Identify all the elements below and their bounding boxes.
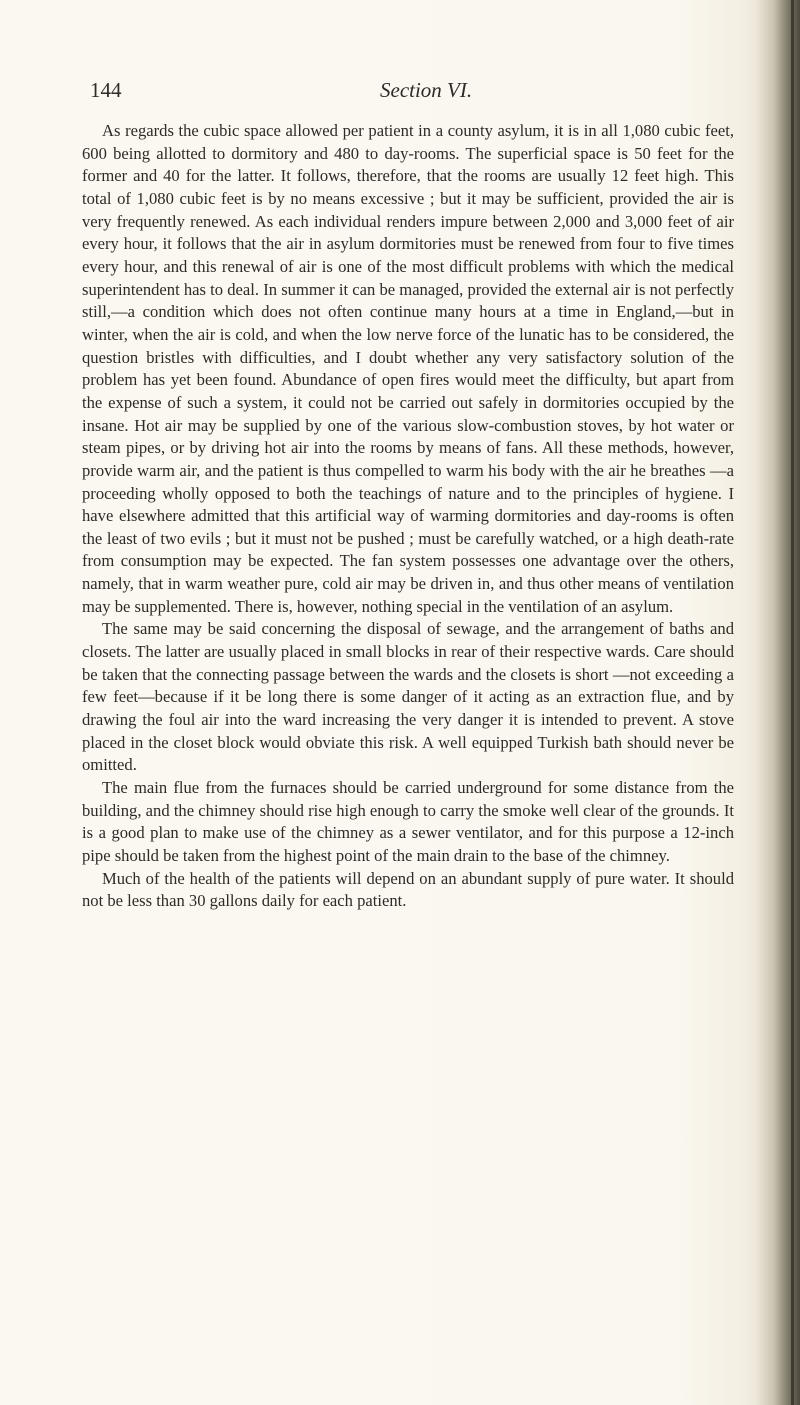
paragraph: The main flue from the furnaces should be carried underground for some distance from the building, and the chimney should rise high enough to carry the smoke well clear of the grounds. It is a good plan to make use of the chimney as a sewer ventilator, and for this purpose a 12-inch pipe should be taken from the highest point of the main drain to the base of the chimney.	[82, 778, 734, 865]
page-header	[90, 78, 740, 108]
page-number: 144	[90, 78, 122, 102]
running-head: Section VI.	[380, 78, 473, 102]
body-text	[82, 120, 734, 913]
paragraph: Much of the health of the patients will depend on an abundant supply of pure water. It should not be less than 30 gallons daily for each patient.	[82, 868, 734, 911]
paragraph: As regards the cubic space allowed per patient in a county asylum, it is in all 1,080 cubic feet, 600 being allotted to dormitory and 480 to day-rooms. The superficial space is 50 feet for the former and 40 for the latter. It follows, therefore, that the rooms are usually 12 feet high. This total of 1,080 cubic feet is by no means excessive ; but it may be sufficient, provided the air is very frequently renewed. As each individual renders impure between 2,000 and 3,000 feet of air every hour, it follows that the air in asylum dormitories must be renewed from four to five times every hour, and this renewal of air is one of the most difficult problems with which the medical superintendent has to deal. In summer it can be managed, provided the external air is not perfectly still,—a condition which does not often continue many hours at a time in England,—but in winter, when the air is cold, and when the low nerve force of the lunatic has to be considered, the question bristles with difficulties, and I doubt whether any very satisfactory solution of the problem has yet been found. Abundance of open fires would meet the difficulty, but apart from the expense of such a system, it could not be carried out safely in dormitories occupied by the insane. Hot air may be supplied by one of the various slow-combustion stoves, by hot water or steam pipes, or by driving hot air into the rooms by means of fans. All these methods, however, provide warm air, and the patient is thus compelled to warm his body with the air he breathes —a proceeding wholly opposed to both the teachings of nature and to the principles of hygiene. I have elsewhere admitted that this artificial way of warming dormitories and day-rooms is often the least of two evils ; but it must not be pushed ; must be carefully watched, or a high death-rate from consumption may be expected. The fan system possesses one advantage over the others, namely, that in warm weather pure, cold air may be driven in, and thus other means of ventilation may be supplemented. There is, however, nothing special in the ventilation of an asylum.	[82, 121, 734, 616]
paragraph: The same may be said concerning the disposal of sewage, and the arrangement of baths and closets. The latter are usually placed in small blocks in rear of their respective wards. Care should be taken that the connecting passage between the wards and the closets is short —not exceeding a few feet—because if it be long there is some danger of it acting as an extraction flue, and by drawing the foul air into the ward increasing the very danger it is intended to prevent. A stove placed in the closet block would obviate this risk. A well equipped Turkish bath should never be omitted.	[82, 619, 734, 775]
page-edge-line	[791, 0, 794, 1405]
